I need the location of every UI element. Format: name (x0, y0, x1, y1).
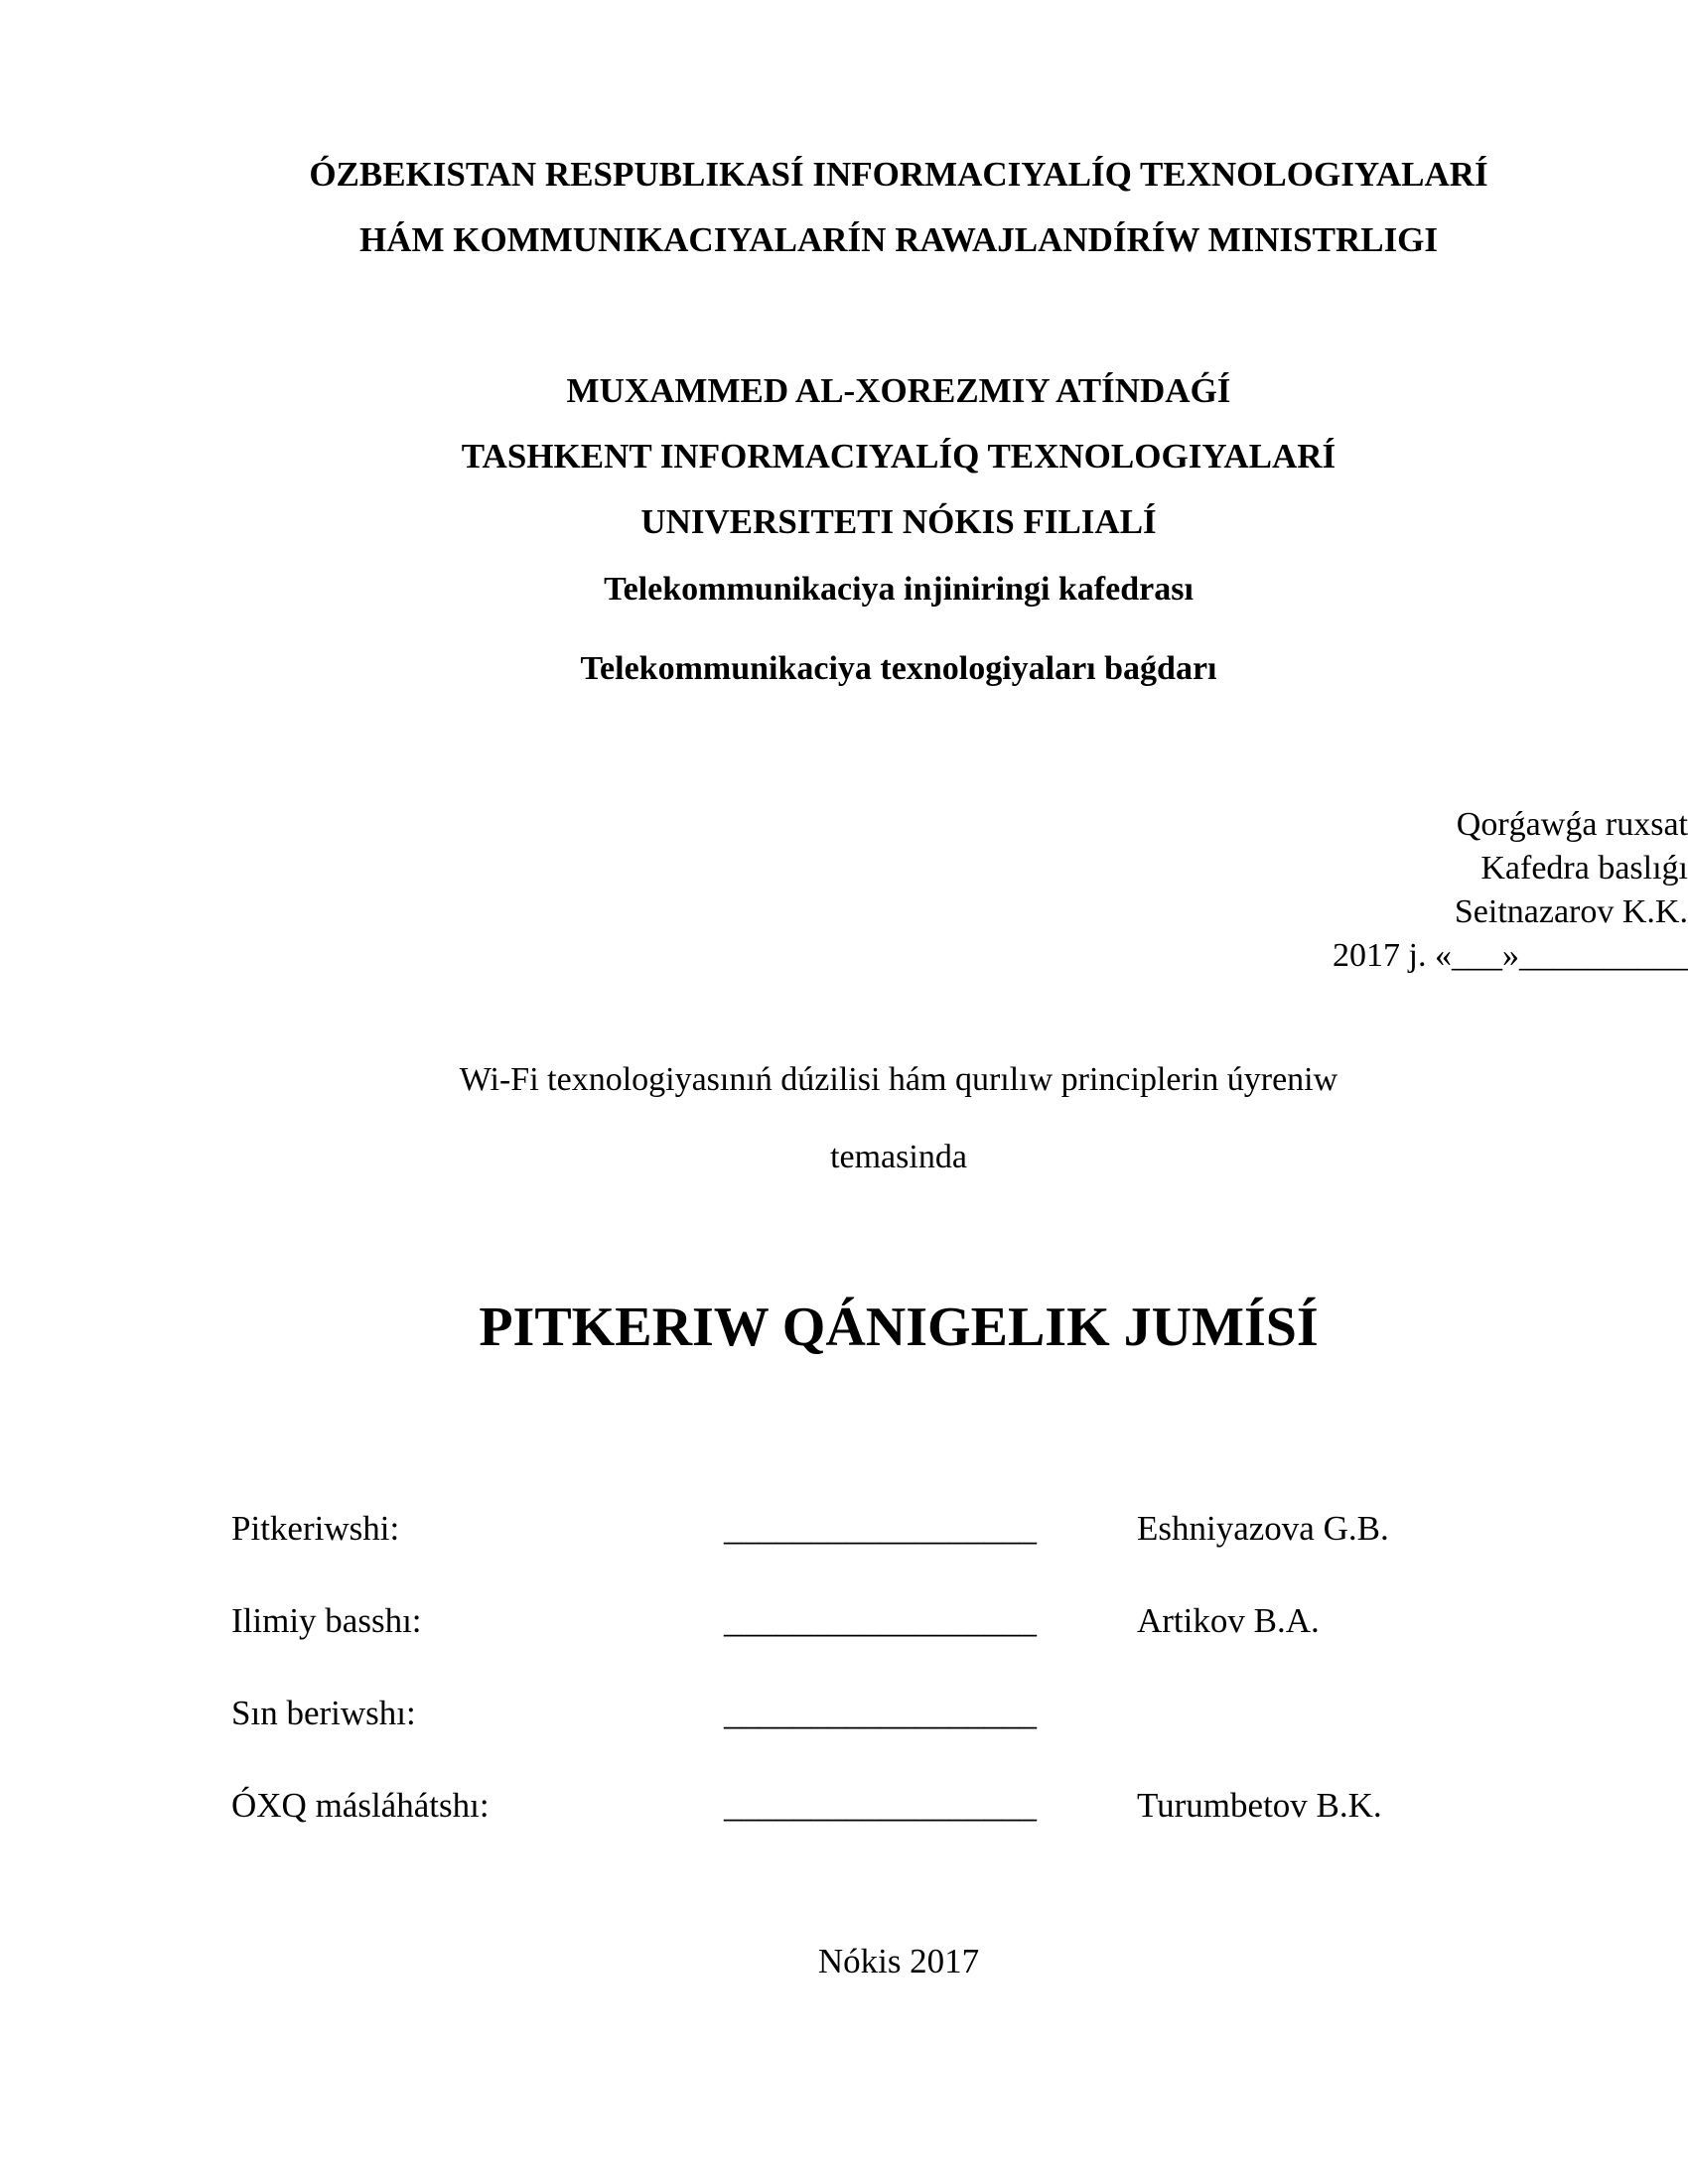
signature-name: Artikov B.A. (1137, 1601, 1320, 1640)
ministry-line-2: HÁM KOMMUNIKACIYALARÍN RAWAJLANDÍRÍW MINISTRLIGI (358, 220, 1439, 259)
signature-name: Eshniyazova G.B. (1137, 1509, 1389, 1548)
signature-role: Sın beriwshı: (231, 1694, 416, 1732)
topic-line-2: temasinda (830, 1139, 967, 1175)
signature-line: __________________ (724, 1601, 1037, 1640)
signature-line: __________________ (724, 1694, 1037, 1732)
direction-name: Telekommunikaciya texnologiyaları baǵdarı (580, 650, 1217, 687)
ministry-line-1: ÓZBEKISTAN RESPUBLIKASÍ INFORMACIYALÍQ TEXNOLOGIYALARÍ (309, 155, 1488, 194)
signature-role: ÓXQ másláhátshı: (231, 1786, 490, 1825)
approval-line-1: Qorǵawǵa ruxsat (1456, 806, 1688, 843)
signature-name: Turumbetov B.K. (1137, 1786, 1382, 1825)
department-name: Telekommunikaciya injiniringi kafedrası (604, 571, 1194, 608)
topic-line-1: Wi-Fi texnologiyasınıń dúzilisi hám qurılıw principlerin úyreniw (459, 1061, 1338, 1098)
signature-line: __________________ (724, 1509, 1037, 1548)
approval-line-2: Kafedra baslıǵı (1480, 850, 1688, 887)
approval-line-3: Seitnazarov K.K. (1454, 893, 1688, 930)
university-line-1: MUXAMMED AL-XOREZMIY ATÍNDAǴÍ (566, 371, 1231, 410)
signature-line: __________________ (724, 1786, 1037, 1825)
document-title: PITKERIW QÁNIGELIK JUMÍSÍ (479, 1297, 1319, 1358)
approval-date-line: 2017 j. «___»__________ (1333, 937, 1688, 974)
university-line-3: UNIVERSITETI NÓKIS FILIALÍ (640, 502, 1157, 541)
signature-role: Ilimiy basshı: (231, 1601, 422, 1640)
footer-city-year: Nókis 2017 (817, 1942, 980, 1980)
signature-role: Pitkeriwshi: (231, 1509, 400, 1548)
university-line-2: TASHKENT INFORMACIYALÍQ TEXNOLOGIYALARÍ (461, 437, 1336, 476)
